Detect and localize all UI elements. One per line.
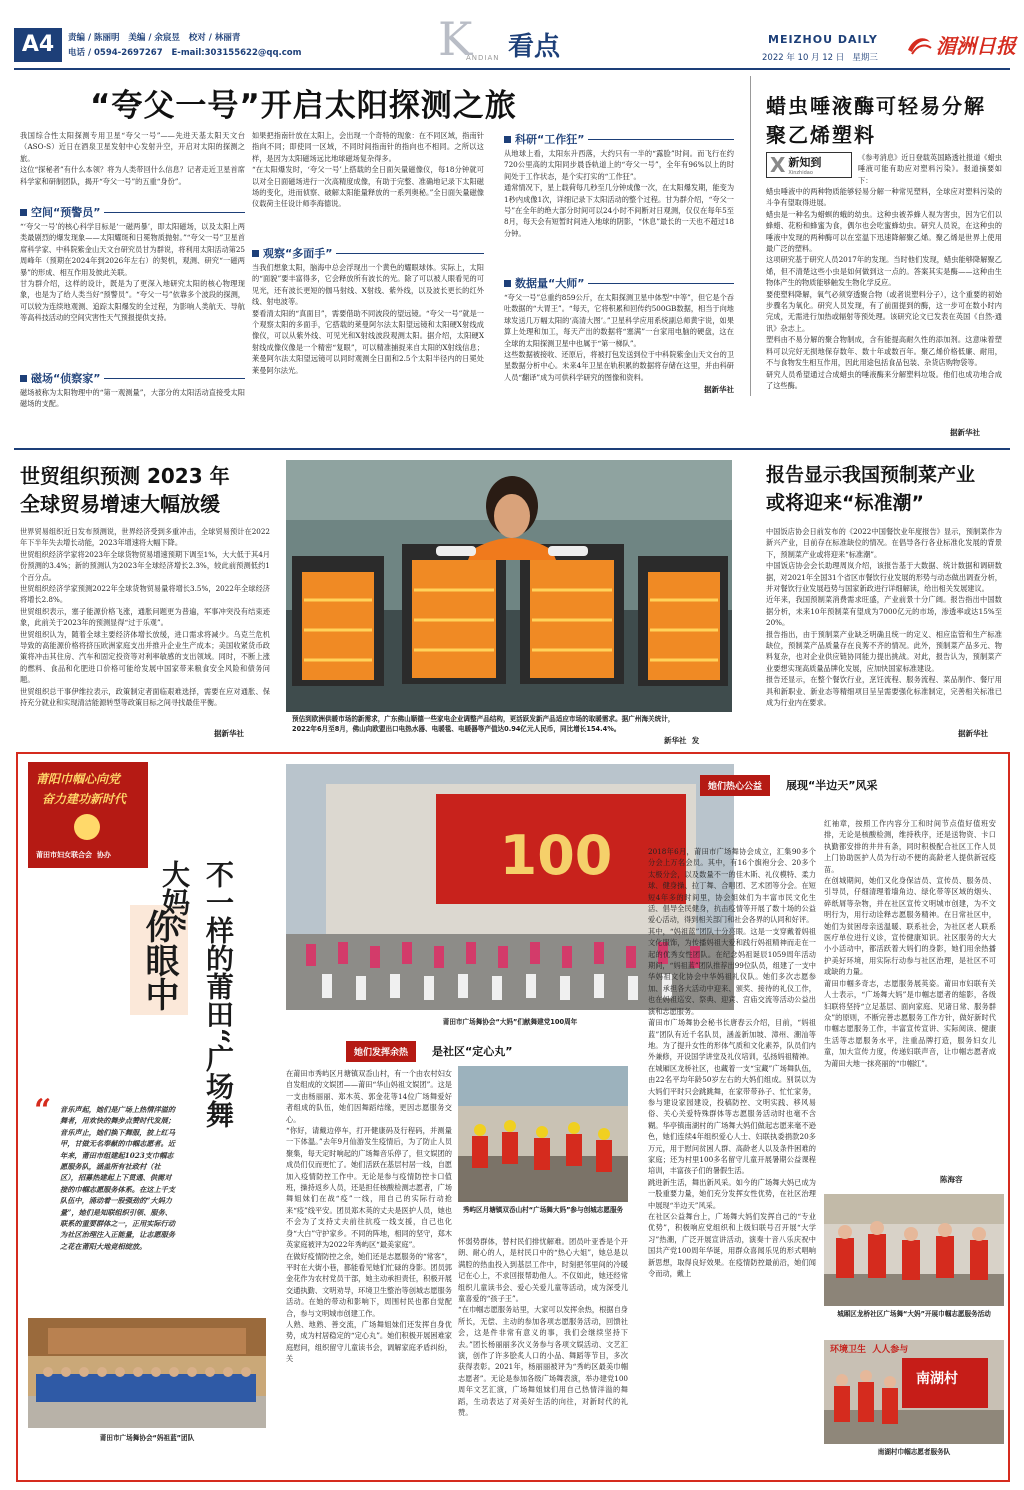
nanhu-sign-main: 南湖村 <box>916 1371 958 1387</box>
longqiao-volunteers-photo <box>824 1194 1004 1306</box>
editors-line: 责编 / 陈丽明 美编 / 余宸昱 校对 / 林丽青 <box>68 33 241 43</box>
feature-quote: 音乐声起，她们是广场上热情洋溢的舞者，用欢快的舞步点赞时代发展；音乐声止，她们换下舞服，披上红马甲，甘做无名奉献的巾帼志愿者。近年来，莆田市组建起1023支巾帼志愿服务队，涵盖所有社政村（社区），招募热建起上下贯通、供需对接的巾帼志愿服务体系。在这上千支队伍中，涌动着一股强劲的“大妈力量”，她们是知联组织引领、服务、联系的重要群体之一，正用实际行动为社区治理注入正能量，让志愿服务之花在莆阳大地竞相绽放。 <box>60 1105 176 1251</box>
mazu-blue-team-illustration <box>28 1318 266 1428</box>
paper-logo-text: 湄洲日报 <box>936 34 1016 58</box>
article1-para-1: “‘夸父一号’的核心科学目标是‘一磁两暴’，即太阳磁场，以及太阳上两类最剧烈的爆发现象——太阳耀斑和日冕物质抛射。”“夸父一号”卫星首席科学家、中科院紫金山天文台研究员甘为群说，将利用太阳活动第25周峰年（预期在2024年到2026年左右）的契机，观测、研究“一磁两暴”的形成、相互作用及彼此关联。 甘为群介绍，这样的设计，既是为了更深入地研究太阳的核心物理现象，也是为了给人类当好“预警员”。“夸父一号”依靠多个波段的探测，可以较为连续地观测、追踪太阳爆发的全过程，为影响人类航天、导航等高科技活动的空间灾害性天气预报提供支持。 <box>20 222 245 323</box>
dance-centenary-caption: 莆田市广场舞协会“大妈”们献舞建党100周年 <box>442 1018 578 1026</box>
article1-intro: 我国综合性太阳探测专用卫星“夸父一号”——先进天基太阳天文台（ASO-S）近日在酒泉卫星发射中心发射升空，开启对太阳的探测之旅。 这位“探秘者”有什么本领？将为人类带回什么信息？记者走近卫星首席科学家和研制团队，揭开“夸父一号”的五重“身份”。 <box>20 131 245 186</box>
article4-title-line1: 报告显示我国预制菜产业 <box>766 464 976 486</box>
article4-title-line2: 或将迎来“标准潮” <box>766 492 924 514</box>
article3-title-line1: 世贸组织预测 2023 年 <box>20 464 230 488</box>
article1-credit: 据新华社 <box>704 385 734 394</box>
article1-subhead-4 <box>504 130 734 148</box>
nanhu-sign-top: 环境卫生 人人参与 <box>830 1345 909 1355</box>
mazu-blue-team-caption: 莆田市广场舞协会“妈祖蓝”团队 <box>99 1434 195 1442</box>
article4-credit: 据新华社 <box>958 729 988 738</box>
banner-text-line1: 莆阳巾帼心向党 <box>36 772 121 786</box>
header-rule <box>14 68 1010 70</box>
section-letter: K <box>438 12 473 66</box>
article1-para-5: 从地球上看，太阳东升西落，大约只有一半的“露脸”时间。而飞行在约720公里高的太阳同步晨昏轨道上的“夸父一号”，全年有96%以上的时间处于工作状态，是个实打实的“工作狂”。 通常情况下，星上载荷每几秒至几分钟成像一次，在太阳爆发期，能变为1秒内成像1次，详细记录下太阳活动的整个过程。甘为群介绍，“夸父一号”在全年的绝大部分时间可以24小时不间断对日观测，仅仅在每年5至8月，每天会有短暂时间进入地球的阴影，“休息”最长的一天也不超过18分钟。 <box>504 149 734 238</box>
longqiao-volunteers-caption: 城厢区龙桥社区广场舞“大妈”开展巾帼志愿服务活动 <box>837 1310 991 1318</box>
subhead-text: 数据量“大师” <box>515 277 585 290</box>
section-pinyin: ANDIAN <box>466 54 500 62</box>
subhead-text: 磁场“侦察家” <box>31 372 101 385</box>
section1-heading <box>346 1040 566 1062</box>
factory-photo-illustration <box>286 460 732 712</box>
village-volunteers-illustration <box>458 1066 628 1202</box>
feature-title-small: 你眼中 <box>130 905 188 1015</box>
article2-badge <box>766 152 852 178</box>
article1-subhead-1 <box>20 203 245 221</box>
svg-text:100: 100 <box>499 824 613 887</box>
article1-title: “夸父一号”开启太阳探测之旅 <box>90 88 517 124</box>
paper-english-name: MEIZHOU DAILY <box>768 33 878 46</box>
nanhu-volunteers-illustration <box>824 1340 1004 1444</box>
banner-organizer: 莆田市妇女联合会 协办 <box>36 851 111 859</box>
article1-para-4: 当我们想象太阳，脑海中总会浮现出一个黄色的耀眼球体。实际上，太阳的“面貌”要丰富得多，它会释放所有波长的光。除了可以被人眼看见的可见光，还有波长更短的伽马射线、X射线、紫外线，以及波长更长的红外线、射电波等。 要看清太阳的“真面目”，需要借助不同波段的望远镜。“夸父一号”就是一个观察太阳的多面手，它搭载的莱曼阿尔法太阳望远镜和太阳硬X射线成像仪，可以从紫外线、可见光和X射线波段观测太阳。据介绍，太阳硬X射线成像仪像是一个精密“复眼”，可以精准捕捉来自太阳的X射线信息；莱曼阿尔法太阳望远镜可以同时观测全日面和2.5个太阳半径内的日冕处莱曼阿尔法光。 <box>252 263 484 375</box>
subhead-text: 空间“预警员” <box>31 206 101 219</box>
article3-title-line2: 全球贸易增速大幅放缓 <box>20 492 220 516</box>
section-rule <box>14 448 1010 450</box>
article1-para-3: 如果把指南针放在太阳上，会出现一个奇特的现象：在不同区域，指南针指向不同；即使同一区域，不同时间指南针的指向也不相同。之所以这样，是因为太阳磁场远比地球磁场复杂得多。 “在太阳爆发时，‘夸父一号’上搭载的全日面矢量磁像仪，每18分钟就可以对全日面磁场进行一次高精度成像，有助于完整、准确地记录下太阳磁场的变化，进而侦察、破解太阳能量释放的一系列奥秘。”全日面矢量磁像仪载荷主任设计师李海德说。 <box>252 131 484 209</box>
article1-para-2: 磁场被称为太阳物理中的“第一观测量”，大部分的太阳活动直接受太阳磁场的支配。 <box>20 388 245 409</box>
logo-swirl-icon <box>906 34 932 56</box>
badge-pinyin: Xinzhidao <box>788 170 813 176</box>
article1-col1 <box>20 130 245 409</box>
subhead-text: 观察“多面手” <box>263 247 333 260</box>
village-volunteers-photo <box>458 1066 628 1202</box>
paper-logo <box>906 30 1016 59</box>
article3-credit: 据新华社 <box>214 729 244 738</box>
section2-title: 展现“半边天”风采 <box>786 779 878 792</box>
article1-subhead-2 <box>20 369 245 387</box>
article1-col3 <box>504 130 734 400</box>
feature-col3: 2018年6月，莆田市广场舞协会成立，汇集90多个分会上万名会员。其中，有16个旗袍分会、20多个太极分会，以及数量不一的佳木斯、礼仪模特、柔力球、健身操、拉丁舞、合唱团、艺术团等分会。在短短4年多的时间里，协会姐妹们为丰富市民文化生活、倡导全民健身，抗击疫情等开展了数十场的公益爱心活动，得到相关部门和社会各界的认同和好评。 其中，“妈祖蓝”团队十分亮眼。这是一支穿戴着妈祖文化服饰，为传播妈祖大爱和践行妈祖精神而走在一起的优秀女性团队。在纪念妈祖诞辰1059周年活动期间，“妈祖蓝”团队推荐出99位队员，组建了一支中华妈祖文化协会中华妈祖礼仪队。她们多次志愿参加、承担各大活动中迎来、颁奖、接待的礼仪工作，也在妈祖巡安、祭典、迎宾、宫庙交流等活动公益出演和志愿服务。 莆田市广场舞协会秘书长唐春云介绍，目前，“妈祖蓝”团队有近千名队员，涵盖新加坡、漳州、潮汕等地。为了提升女性的形体气质和文化素养，队员们内外兼修，开设国学讲堂及礼仪培训，弘扬妈祖精神。 在城厢区龙桥社区，也藏着一支“宝藏”广场舞队伍，由22名平均年龄50岁左右的大妈们组成。别误以为大妈们平时只会跳跳舞，在家带带孙子、忙忙家务，参与建设家园建设，投稿防控、文明实践、移风易俗、关心关爱特殊群体等志愿服务活动时也毫不含糊。华亭镇南湖村的广场舞大妈们做起志愿来毫不逊色，她们连续4年组织爱心人士、妇联执委捐款20多万元，用于慰问贫困人群、高龄老人以及条件困难的家庭；还为村里100多名留守儿童开展暑期公益课程培训，丰富孩子们的暑假生活。 跳进新生活，舞出新风采。如今的广场舞大妈已成为一股重要力量，她们充分发挥女性优势，在社区治理中展现“半边天”风采。 在社区公益舞台上，广场舞大妈们发挥自己的“专业优势”，积极响应党组织和上级妇联号召开展“大学习”热潮，广泛开展宣讲活动，演奏十音八乐庆祝中国共产党100周年华诞，用群众喜闻乐见的形式唱响新思想，取得良好效果。在疫情防控最前沿，她们闻令而动，戴上 <box>648 847 816 1279</box>
article1-para-6: “夸父一号”总重约859公斤，在太阳探测卫星中体型“中等”，但它是个吞吐数据的“大胃王”。“每天，它将积累和回传约500GB数据，相当于向地球发送几万幅太阳的‘高清大图’。”卫星科学应用系统副总师黄宇说，如果算上处理和加工，每天产出的数据将“塞满”一台家用电脑的硬盘，这在全球的太阳探测卫星中也属于“第一梯队”。 这些数据被接收、还原后，将被打包发送到位于中科院紫金山天文台的卫星数据分析中心。未来4年卫星在轨积累的数据将存储在这里，并由科研人员“翻译”成为可供科学研究的图像和资料。 <box>504 293 734 382</box>
women-federation-emblem-icon <box>74 814 100 840</box>
badge-title: 新知到 <box>788 156 822 169</box>
article2-credit: 据新华社 <box>950 428 980 437</box>
nanhu-volunteers-photo <box>824 1340 1004 1444</box>
banner-text-line2: 奋力建功新时代 <box>42 792 127 806</box>
section2-label: 她们热心公益 <box>700 775 770 796</box>
badge-x-mark: X <box>770 153 786 177</box>
article1-subhead-5 <box>504 274 734 292</box>
section1-label: 她们发挥余热 <box>346 1041 416 1062</box>
factory-photo-credit: 新华社 发 <box>664 736 700 745</box>
article2-body: 蜡虫唾液中的两种物质能够轻易分解一种常见塑料，全球应对塑料污染的斗争有望取得进展。 蜡虫是一种名为蜡螟的蛾的幼虫。这种虫被养蜂人视为害虫，因为它们以蜂蜡、花粉和蜂蜜为食，偶尔也会吃蜜蜂幼虫。研究人员说，在这种虫的唾液中发现的两种酶可以在室温下迅速降解聚乙烯。聚乙烯是世界上使用最广泛的塑料。 这项研究基于研究人员2017年的发现。当时他们发现，蜡虫能够降解聚乙烯，但不清楚这些小虫是如何做到这一点的。答案其实是酶——这种由生物体产生的物质能够触发生物化学反应。 要使塑料降解，氧气必须穿透聚合物（或者说塑料分子），这个重要的初始步骤名为氧化。研究人员发现，有了前面提到的酶，这一步可在数小时内完成，无需进行加热或辐射等预处理。该研究论文已发表在英国《自然-通讯》杂志上。 塑料由不易分解的聚合物制成，含有能提高耐久性的添加剂。这意味着塑料可以完好无损地保存数年、数十年或数百年。聚乙烯价格低廉、耐用，不与食物发生相互作用，因此用途包括食品包装、杂货店购物袋等。 研究人员希望通过合成蜡虫的唾液酶来分解塑料垃圾。他们也成功地合成了这些酶。 <box>766 187 1002 390</box>
article2-lead: 《参考消息》近日登载英国路透社报道《蜡虫唾液可能有助应对塑料污染》。报道摘要如下： <box>858 153 1002 185</box>
feature-title-big: 不一样的莆田“广场舞大妈” <box>158 860 235 1129</box>
article2-title: 蜡虫唾液酶可轻易分解聚乙烯塑料 <box>766 94 986 147</box>
column-divider <box>750 76 751 396</box>
feature-col1: 在莆田市秀屿区月塘镇双岙山村，有一个由农村妇女自发组成的文娱团——莆田“华山妈祖文娱团”。这是一支由杨丽丽、郑木英、郭金花等14位广场舞爱好者组成的队伍，她们因舞蹈结缘，更因志愿服务交心。 “你好，请戴边停车，打开健康码及行程码，并测量一下体温。”去年9月仙游发生疫情后，为了防止人员聚集，每天定时响起的广场舞音乐停了，但文娱团的成员们仅而更忙了。她们活跃在基层村居一线，自愿加入疫情防控工作中。无论是参与疫情防控卡口值班，操持返乡人员，还是担任核酸检测志愿者，广场舞姐妹们在战“疫”一线，用自己的实际行动抢来“疫”线平安。团员郑木英的丈夫是医护人员，她也不会为了支持丈夫前往抗疫一线支援，自己也化身“大白”守护家乡。不同的阵地，相同的坚守，郑木英家庭被评为2022年秀屿区“最美家庭”。 在做好疫情防控之余，她们还是志愿服务的“常客”，平时在大街小巷，都能看见她们忙碌的身影。团员郭金花作为农村党员干部，她主动承担责任，积极开展交通执勤、文明劝导，环境卫生整治等创城志愿服务活动。在她的带动和影响下，周围村民也都自觉配合，参与文明城市创建工作。 人熟、地熟、善交流，广场舞姐妹们还发挥自身优势，成为村居稳定的“定心丸”。她们积极开展困难家庭慰问，组织留守儿童读书会，调解家庭矛盾纠纷，关 <box>286 1069 452 1364</box>
longqiao-volunteers-illustration <box>824 1194 1004 1306</box>
quote-mark-icon: “ <box>34 1093 52 1128</box>
page-number: A4 <box>14 28 62 62</box>
section1-title: 是社区“定心丸” <box>432 1045 513 1058</box>
article3-body: 世界贸易组织近日发布预测说，世界经济受到多重冲击，全球贸易预计在2022年下半年失去增长动能，2023年增速将大幅下降。 世贸组织经济学家将2023年全球货物贸易增速预期下调至1%，大大低于其4月份预测的3.4%；新的预测认为2023年全球经济增长2.3%，较此前预测低约1个百分点。 世贸组织经济学家预测2022年全球货物贸易量将增长3.5%，2022年全球经济将增长2.8%。 世贸组织表示，塞子能源价格飞涨，通胀问题更为普遍，军事冲突没有结束迹象，此前关于2023年的预测显得“过于乐观”。 世贸组织认为，随着全球主要经济体增长放缓，进口需求将减少。乌克兰危机导致的高能源价格将挤压欧洲家庭支出并推升企业生产成本；美国收紧货币政策将冲击其住房、汽车和固定投资等对利率敏感的支出领域。同时，不断上涨的燃料、食品和化肥进口价格可能给发展中国家带来粮食安全风险和债务问题。 世贸组织总干事伊维拉表示，政策制定者面临艰难选择，需要在应对通胀、保持充分就业和实现清洁能源转型等政策目标之间寻找最佳平衡。 <box>20 527 270 708</box>
contact-line: 电话 / 0594-2697267 E-mail:303155622@qq.com <box>68 48 302 58</box>
feature-col2: 怀弱势群体，替村民们排忧解难。团员叶亚香是个开朗、耐心的人，是村民口中的“热心大姐”，她总是以满腔的热血投入到基层工作中，时刻把邻里间的冷暖记在心上，不求回报帮助他人。不仅如此，她还经常组织儿童读书会、爱心关爱儿童等活动，成为深受儿童喜爱的“孩子王”。 “在巾帼志愿服务站里，大家可以发挥余热，根据自身所长，无偿、主动的参加各项志愿服务活动，回馈社会，这是件非常有意义的事，我们会继续坚持下去。”团长杨丽丽多次义务参与各项文娱活动、文艺汇演，创作了许多脍炙人口的小品、舞蹈等节目，多次获得表彰。2021年，杨丽丽被评为“秀屿区最美巾帼志愿者”。无论是参加各级广场舞表演，举办建党100周年文艺汇演，广场舞姐妹们用自己热情洋溢的舞蹈，生动表达了对美好生活的向往，对新时代的礼赞。 <box>458 1237 628 1418</box>
page-header <box>0 0 1024 72</box>
article1-col2 <box>252 130 484 400</box>
village-volunteers-caption: 秀屿区月塘镇双岙山村“广场舞大妈”参与创城志愿服务 <box>462 1206 624 1214</box>
factory-photo-caption: 预估到欧洲供暖市场的新需求，广东佛山顺德一些家电企业调整产品结构，更活跃发新产品适应市场的取暖需求。据广州海关统计，2022年6月至8月，佛山向欧盟出口电热水器、电暖毯、电暖器等产值达0.94亿元人民币，同比增长154.4%。 <box>292 715 675 733</box>
mazu-blue-team-photo <box>28 1318 266 1428</box>
factory-photo <box>286 460 732 712</box>
subhead-text: 科研“工作狂” <box>515 133 585 146</box>
feature-author: 陈海容 <box>940 1175 963 1184</box>
feature-banner <box>28 762 148 868</box>
feature-col4: 红袖章，按照工作内容分工和时间节点值好值班安排，无论是核酸检测，维持秩序，还是送物资、卡口执勤都安排的井井有条，同时积极配合社区工作人员上门协助医护人员为行动不便的高龄老人提供新冠疫苗。 在创城期间，她们又化身保洁员、宣传员、服务员、引导员，仔细清理着墙角边、绿化带等区域的烟头、碎纸屑等杂物，并在社区宣传文明城市创建，为不文明行为，用行动诠释志愿服务精神。在日常社区中，她们为贫困母亲送温暖、联系社会，为社区老人联系医疗单位进行义诊，宣传健康知识。社区服务的大大小小活动中，都活跃着大妈们的身影，她们用余热播护美好环境，用实际行动参与社区治理，是社区不可或缺的力量。 莆田巾帼多奇志，志愿服务展英姿。莆田市妇联有关人士表示，“广场舞大妈”是巾帼志愿者的缩影，各级妇联将坚持“立足基层、面向家庭、见诸日常、服务群众”的原则，不断完善志愿服务工作方针，做好新时代巾帼志愿服务工作，丰富宣传宣讲、实际阅读、健康生活等志愿服务水平，注重品牌打造，服务妇女儿童，加大宣传力度，传递妇联声音，让巾帼志愿者成为莆田大地一抹亮丽的“巾帼红”。 <box>824 819 996 1068</box>
issue-date: 2022 年 10 月 12 日 星期三 <box>762 53 878 63</box>
section-title: 看点 <box>508 32 561 62</box>
nanhu-volunteers-caption: 南湖村巾帼志愿者服务队 <box>877 1448 951 1456</box>
section2-heading <box>700 774 960 796</box>
article1-subhead-3 <box>252 244 484 262</box>
article4-body: 中国饭店协会日前发布的《2022中国餐饮业年度报告》显示，预制菜作为新兴产业，目前存在标准缺位的情况。在倡导各行各业标准化发展的背景下，预制菜产业或将迎来“标准潮”。 中国饭店协会会长助理周岚介绍，该报告基于大数据、统计数据和调研数据，对2021年全国31个省区市餐饮行业发展的形势与动态做出调查分析，并对餐饮行业发展趋势与国家新政进行详细解读，给出相关发展建议。 近年来，我国预制菜消费需求旺盛，产业前景十分广阔。报告指出中国数据分析，未来10年预制菜有望成为7000亿元的市场，渗透率或达15%至20%。 报告指出，由于预制菜产业缺乏明确且统一的定义、相应监管和生产标准缺位，预制菜产品质量存在良莠不齐的情况。此外，预制菜产品多元、物料复杂，也对企业供应链协同能力提出挑战。对此，报告认为，预制菜产业要想实现高质量品牌化发展，应加快国家标准建设。 报告还显示，在整个餐饮行业，烹饪流程、服务流程、菜品制作、餐厅用具和新职业、新业态等精细项目呈呈需要强化标准制定，完善相关标准已成为行业内在要求。 <box>766 527 1002 708</box>
